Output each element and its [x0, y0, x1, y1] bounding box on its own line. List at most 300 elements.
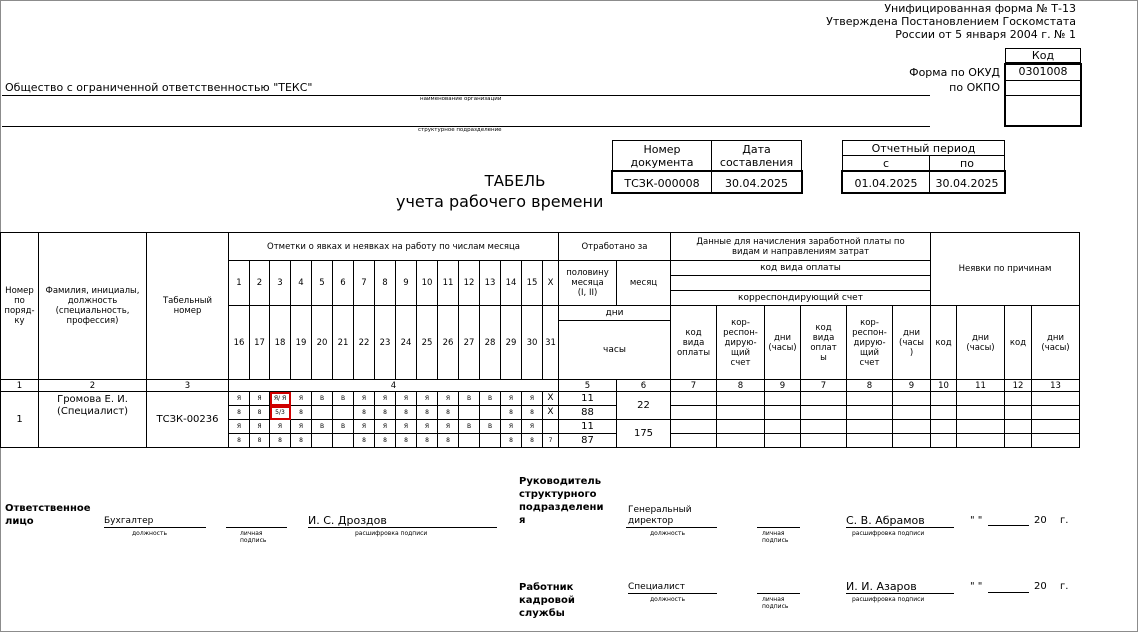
colnum: 10 — [931, 380, 957, 392]
pay-cell — [717, 420, 765, 434]
employee-row-marks-1 — [1, 392, 1080, 406]
header-pay-sub — [671, 261, 931, 306]
hours-day-26: 8 — [438, 434, 459, 448]
hours-day-21 — [333, 434, 354, 448]
abs-cell — [931, 392, 957, 406]
h-absdni2-l1: дни — [1047, 332, 1064, 343]
pay-cell — [671, 392, 717, 406]
mark-day-15: Я — [522, 392, 543, 406]
head-decode-caption: расшифровка подписи — [852, 530, 925, 537]
kod-header-cell — [1005, 48, 1081, 63]
org-name: Общество с ограниченной ответственностью "ТЕКС" — [5, 81, 313, 94]
head-sign-caption-l2: подпись — [762, 537, 789, 544]
day-3: 3 — [270, 261, 291, 306]
hours-day-11: 8 — [438, 406, 459, 420]
h-dni2-l1: дни — [903, 327, 920, 338]
h-dni-l2: (часы) — [768, 342, 797, 353]
hours-day-23: 8 — [375, 434, 396, 448]
hours-day-29: 8 — [501, 434, 522, 448]
h-korr-l5: счет — [730, 357, 751, 368]
day-14: 14 — [501, 261, 522, 306]
header-name-l4: профессия) — [66, 316, 119, 326]
day-25: 25 — [417, 306, 438, 380]
mark-day-x: X — [543, 392, 559, 406]
hr-sign-caption — [762, 596, 788, 610]
mark-day-10: Я — [417, 392, 438, 406]
abs-cell — [1032, 434, 1080, 448]
hr-title-l1: Работник — [519, 582, 574, 593]
day-4: 4 — [291, 261, 312, 306]
header-name-l3: (специальность, — [55, 306, 130, 316]
mark-day-21: В — [333, 420, 354, 434]
day-28: 28 — [480, 306, 501, 380]
form-line-2: Утверждена Постановлением Госкомстата — [826, 15, 1076, 28]
day-10: 10 — [417, 261, 438, 306]
day-27: 27 — [459, 306, 480, 380]
hours-day-14: 8 — [501, 406, 522, 420]
doc-num-header-l1: Номер — [643, 143, 681, 156]
header-pay-l1: Данные для начисления заработной платы по — [696, 236, 905, 247]
half1-hours: 88 — [559, 406, 617, 420]
resp-decode-caption: расшифровка подписи — [355, 530, 428, 537]
colnum: 2 — [39, 380, 147, 392]
h-kv2-l4: ы — [820, 352, 827, 363]
h-dni2-l2: (часы — [899, 337, 924, 348]
mark-day-19: Я — [291, 420, 312, 434]
hours-day-27 — [459, 434, 480, 448]
day-15: 15 — [522, 261, 543, 306]
colnum: 9 — [893, 380, 931, 392]
pay-cell — [847, 420, 893, 434]
header-tab-l2: номер — [173, 306, 202, 316]
pay-cell — [717, 406, 765, 420]
colnum: 8 — [717, 380, 765, 392]
colnum: 7 — [671, 380, 717, 392]
head-pos-caption: должность — [650, 530, 685, 537]
period-to-value: 30.04.2025 — [935, 177, 999, 190]
mark-day-24: Я — [396, 420, 417, 434]
dept-caption: структурное подразделение — [418, 127, 502, 133]
mark-day-22: Я — [354, 420, 375, 434]
day-6: 6 — [333, 261, 354, 306]
hours-day-25: 8 — [417, 434, 438, 448]
pay-cell — [717, 434, 765, 448]
pay-cell — [765, 434, 801, 448]
h-kv2-l1: код — [815, 322, 832, 333]
head-date-year: 20 — [1034, 515, 1047, 526]
hr-name: И. И. Азаров — [846, 581, 954, 594]
mark-day-11: Я — [438, 392, 459, 406]
colnum: 7 — [801, 380, 847, 392]
hours-day-19: 8 — [291, 434, 312, 448]
abs-cell — [931, 420, 957, 434]
mark-day-26: Я — [438, 420, 459, 434]
doc-num-header — [613, 143, 711, 169]
resp-sign-caption-l2: подпись — [240, 537, 267, 544]
mark-day-12: В — [459, 392, 480, 406]
hr-date-quote: " " — [970, 581, 983, 592]
header-num-l4: ку — [14, 316, 25, 326]
header-abs-kod-2: код — [1005, 306, 1032, 380]
header-pay-l2: видам и направлениям затрат — [731, 246, 870, 257]
hours-day-12 — [459, 406, 480, 420]
hours-day-18: 8 — [270, 434, 291, 448]
hr-title — [519, 581, 575, 620]
mark-day-3: Я/ Я — [270, 392, 291, 406]
header-korr — [717, 306, 765, 380]
period-from-value: 01.04.2025 — [854, 177, 918, 190]
colnum: 11 — [957, 380, 1005, 392]
header-half-l3: (I, II) — [577, 288, 598, 298]
hr-sign-line — [757, 593, 800, 594]
hours-day-20 — [312, 434, 333, 448]
mark-day-1: Я — [229, 392, 250, 406]
employee-num: 1 — [1, 392, 39, 448]
header-abs-kod-1: код — [931, 306, 957, 380]
pay-cell — [765, 392, 801, 406]
hours-day-4: 8 — [291, 406, 312, 420]
day-20: 20 — [312, 306, 333, 380]
hours-day-17: 8 — [250, 434, 270, 448]
h-dni-l1: дни — [774, 332, 791, 343]
employee-name — [39, 392, 147, 448]
h-korr2-l3: дирую- — [853, 337, 886, 348]
mark-day-4: Я — [291, 392, 312, 406]
hours-day-3: 5/3 — [270, 406, 291, 420]
head-date-g: г. — [1060, 515, 1069, 526]
half2-days: 11 — [559, 420, 617, 434]
resp-pos-caption: должность — [132, 530, 167, 537]
doc-num-value: ТСЗК-000008 — [624, 177, 700, 190]
title-subtitle: учета рабочего времени — [396, 192, 604, 211]
day-12: 12 — [459, 261, 480, 306]
h-kv-l3: оплаты — [676, 347, 711, 358]
header-num-l3: поряд- — [4, 306, 35, 316]
okpo-label: по ОКПО — [949, 81, 1000, 94]
timesheet-table — [0, 232, 1080, 448]
head-name: С. В. Абрамов — [846, 515, 954, 528]
abs-cell — [957, 406, 1005, 420]
colnum: 4 — [229, 380, 559, 392]
h-korr2-l2: респон- — [852, 327, 887, 338]
abs-cell — [1032, 420, 1080, 434]
hr-title-l3: службы — [519, 608, 565, 619]
header-num-l1: Номер — [5, 286, 34, 296]
hours-day-16: 8 — [229, 434, 250, 448]
h-absdni2-l2: (часы) — [1041, 342, 1070, 353]
mark-day-30: Я — [522, 420, 543, 434]
abs-cell — [957, 420, 1005, 434]
half1-days: 11 — [559, 392, 617, 406]
h-korr-l1: кор- — [731, 317, 750, 328]
doc-date-header-l2: составления — [719, 156, 794, 169]
head-sign-caption — [762, 530, 788, 544]
mark-day-9: Я — [396, 392, 417, 406]
hours-day-13 — [480, 406, 501, 420]
pay-cell — [801, 434, 847, 448]
pay-cell — [847, 406, 893, 420]
period-from-label: с — [882, 157, 890, 170]
pay-cell — [847, 392, 893, 406]
head-title-l4: я — [519, 515, 526, 526]
day-19: 19 — [291, 306, 312, 380]
hr-date-g: г. — [1060, 581, 1069, 592]
hours-day-6 — [333, 406, 354, 420]
header-paycode: код вида оплаты — [671, 261, 930, 276]
header-worked: Отработано за — [559, 233, 671, 261]
day-8: 8 — [375, 261, 396, 306]
h-absdni1-l2: (часы) — [966, 342, 995, 353]
header-num-l2: по — [14, 296, 25, 306]
header-hours: часы — [603, 345, 626, 355]
hours-day-10: 8 — [417, 406, 438, 420]
h-korr-l2: респон- — [723, 327, 758, 338]
day-x: X — [543, 261, 559, 306]
mark-day-14: Я — [501, 392, 522, 406]
mark-day-28: В — [480, 420, 501, 434]
resp-sign-caption — [240, 530, 266, 544]
hours-day-22: 8 — [354, 434, 375, 448]
day-17: 17 — [250, 306, 270, 380]
resp-title — [5, 502, 91, 528]
header-dni-2 — [893, 306, 931, 380]
day-29: 29 — [501, 306, 522, 380]
kod-divider — [1005, 80, 1081, 81]
half2-hours: 87 — [559, 434, 617, 448]
mark-day-20: В — [312, 420, 333, 434]
period-to-label: по — [960, 157, 974, 170]
hours-day-2: 8 — [250, 406, 270, 420]
employee-name-l2: (Специалист) — [56, 406, 129, 417]
hours-day-9: 8 — [396, 406, 417, 420]
resp-sign-caption-l1: личная — [240, 530, 263, 537]
day-26: 26 — [438, 306, 459, 380]
form-line-3: России от 5 января 2004 г. № 1 — [895, 28, 1076, 41]
abs-cell — [1005, 406, 1032, 420]
pay-cell — [893, 420, 931, 434]
mark-day-23: Я — [375, 420, 396, 434]
day-18: 18 — [270, 306, 291, 380]
mark-day-6: В — [333, 392, 354, 406]
resp-title-l1: Ответственное — [5, 503, 91, 514]
head-date-quote: " " — [970, 515, 983, 526]
head-title-l1: Руководитель — [519, 476, 602, 487]
h-kv2-l2: вида — [812, 332, 835, 343]
pay-cell — [801, 420, 847, 434]
day-30: 30 — [522, 306, 543, 380]
hr-sign-caption-l1: личная — [762, 596, 785, 603]
doc-num-header-l2: документа — [630, 156, 694, 169]
abs-cell — [1032, 392, 1080, 406]
okud-value: 0301008 — [1018, 65, 1068, 78]
h-kv-l1: код — [685, 327, 702, 338]
hours-day-7: 8 — [354, 406, 375, 420]
mark-day-2: Я — [250, 392, 270, 406]
header-abs-dni-1 — [957, 306, 1005, 380]
mark-day-31 — [543, 420, 559, 434]
day-1: 1 — [229, 261, 250, 306]
h-absdni1-l1: дни — [972, 332, 989, 343]
hr-date-line — [988, 592, 1029, 593]
abs-cell — [1032, 406, 1080, 420]
colnum: 8 — [847, 380, 893, 392]
colnum: 3 — [147, 380, 229, 392]
colnum: 9 — [765, 380, 801, 392]
abs-cell — [957, 434, 1005, 448]
mark-day-17: Я — [250, 420, 270, 434]
hours-day-28 — [480, 434, 501, 448]
hr-pos-caption: должность — [650, 596, 685, 603]
header-days: дни — [559, 306, 670, 321]
doc-date-header — [712, 143, 801, 169]
hours-day-31: 7 — [543, 434, 559, 448]
doc-date-header-l1: Дата — [742, 143, 771, 156]
employee-name-l1: Громова Е. И. — [57, 394, 128, 405]
hr-decode-caption: расшифровка подписи — [852, 596, 925, 603]
header-abs-dni-2 — [1032, 306, 1080, 380]
colnum: 6 — [617, 380, 671, 392]
h-korr-l3: дирую- — [724, 337, 757, 348]
header-paycode-empty — [671, 276, 930, 291]
day-13: 13 — [480, 261, 501, 306]
hours-day-1: 8 — [229, 406, 250, 420]
day-31: 31 — [543, 306, 559, 380]
h-dni2-l3: ) — [909, 347, 914, 358]
hours-day-5 — [312, 406, 333, 420]
day-2: 2 — [250, 261, 270, 306]
day-16: 16 — [229, 306, 250, 380]
employee-tab: ТСЗК-00236 — [147, 392, 229, 448]
colnum-row — [1, 380, 1080, 392]
hours-day-8: 8 — [375, 406, 396, 420]
pay-cell — [847, 434, 893, 448]
mark-day-27: В — [459, 420, 480, 434]
form-line-1: Унифицированная форма № Т-13 — [884, 2, 1076, 15]
header-name-l2: должность — [67, 296, 118, 306]
header-dni — [765, 306, 801, 380]
head-title — [519, 475, 603, 527]
day-11: 11 — [438, 261, 459, 306]
header-pay — [671, 233, 931, 261]
form-info — [826, 2, 1076, 41]
doc-date-value: 30.04.2025 — [725, 177, 788, 190]
pay-cell — [765, 420, 801, 434]
head-date-line — [988, 525, 1029, 526]
pay-cell — [801, 406, 847, 420]
header-tab — [147, 233, 229, 380]
month-hours: 175 — [617, 420, 671, 448]
header-days-hours — [559, 306, 671, 380]
colnum: 13 — [1032, 380, 1080, 392]
h-kv2-l3: оплат — [810, 342, 837, 353]
day-5: 5 — [312, 261, 333, 306]
day-23: 23 — [375, 306, 396, 380]
mark-day-8: Я — [375, 392, 396, 406]
day-24: 24 — [396, 306, 417, 380]
mark-day-5: В — [312, 392, 333, 406]
head-position-l2: директор — [628, 516, 674, 526]
header-month: месяц — [617, 261, 671, 306]
pay-cell — [671, 406, 717, 420]
colnum: 5 — [559, 380, 617, 392]
head-title-l3: подразделени — [519, 502, 604, 513]
day-9: 9 — [396, 261, 417, 306]
mark-day-29: Я — [501, 420, 522, 434]
header-name — [39, 233, 147, 380]
pay-cell — [717, 392, 765, 406]
pay-cell — [671, 434, 717, 448]
pay-cell — [765, 406, 801, 420]
mark-day-16: Я — [229, 420, 250, 434]
head-pos-line — [626, 527, 717, 528]
hours-day-24: 8 — [396, 434, 417, 448]
header-korr-2 — [847, 306, 893, 380]
h-kv-l2: вида — [682, 337, 705, 348]
header-half — [559, 261, 617, 306]
resp-position: Бухгалтер — [104, 516, 206, 528]
day-7: 7 — [354, 261, 375, 306]
header-half-l1: половину — [566, 268, 609, 278]
mark-day-18: Я — [270, 420, 291, 434]
header-kod-vida — [671, 306, 717, 380]
period-header: Отчетный период — [871, 142, 976, 155]
hours-day-x: X — [543, 406, 559, 420]
hr-sign-caption-l2: подпись — [762, 603, 789, 610]
title-tabel: ТАБЕЛЬ — [484, 172, 546, 190]
head-sign-caption-l1: личная — [762, 530, 785, 537]
okud-label: Форма по ОКУД — [909, 66, 1000, 79]
period-header-box — [842, 140, 1005, 156]
head-position — [628, 505, 692, 527]
abs-cell — [1005, 420, 1032, 434]
abs-cell — [1005, 392, 1032, 406]
h-korr2-l4: щий — [859, 347, 880, 358]
head-position-l1: Генеральный — [628, 505, 692, 515]
hr-date-year: 20 — [1034, 581, 1047, 592]
pay-cell — [801, 392, 847, 406]
day-21: 21 — [333, 306, 354, 380]
colnum: 12 — [1005, 380, 1032, 392]
header-marks: Отметки о явках и неявках на работу по числам месяца — [229, 233, 559, 261]
abs-cell — [1005, 434, 1032, 448]
abs-cell — [957, 392, 1005, 406]
head-title-l2: структурного — [519, 489, 597, 500]
hr-title-l2: кадровой — [519, 595, 575, 606]
header-half-l2: месяца — [571, 278, 604, 288]
hours-day-30: 8 — [522, 434, 543, 448]
pay-cell — [893, 434, 931, 448]
resp-sign-line — [226, 516, 287, 528]
hours-day-15: 8 — [522, 406, 543, 420]
h-korr2-l1: кор- — [860, 317, 879, 328]
pay-cell — [893, 406, 931, 420]
header-tab-l1: Табельный — [162, 296, 213, 306]
h-korr2-l5: счет — [859, 357, 880, 368]
head-sign-line — [757, 527, 800, 528]
header-kod-vida-2 — [801, 306, 847, 380]
kod-label: Код — [1031, 49, 1055, 62]
header-absent: Неявки по причинам — [931, 233, 1080, 306]
colnum: 1 — [1, 380, 39, 392]
org-caption: наименование организации — [420, 96, 502, 102]
header-corr: корреспондирующий счет — [738, 293, 863, 303]
resp-title-l2: лицо — [5, 516, 34, 527]
header-num — [1, 233, 39, 380]
resp-name: И. С. Дроздов — [308, 515, 497, 528]
mark-day-7: Я — [354, 392, 375, 406]
kod-divider — [1005, 95, 1081, 96]
mark-day-13: В — [480, 392, 501, 406]
